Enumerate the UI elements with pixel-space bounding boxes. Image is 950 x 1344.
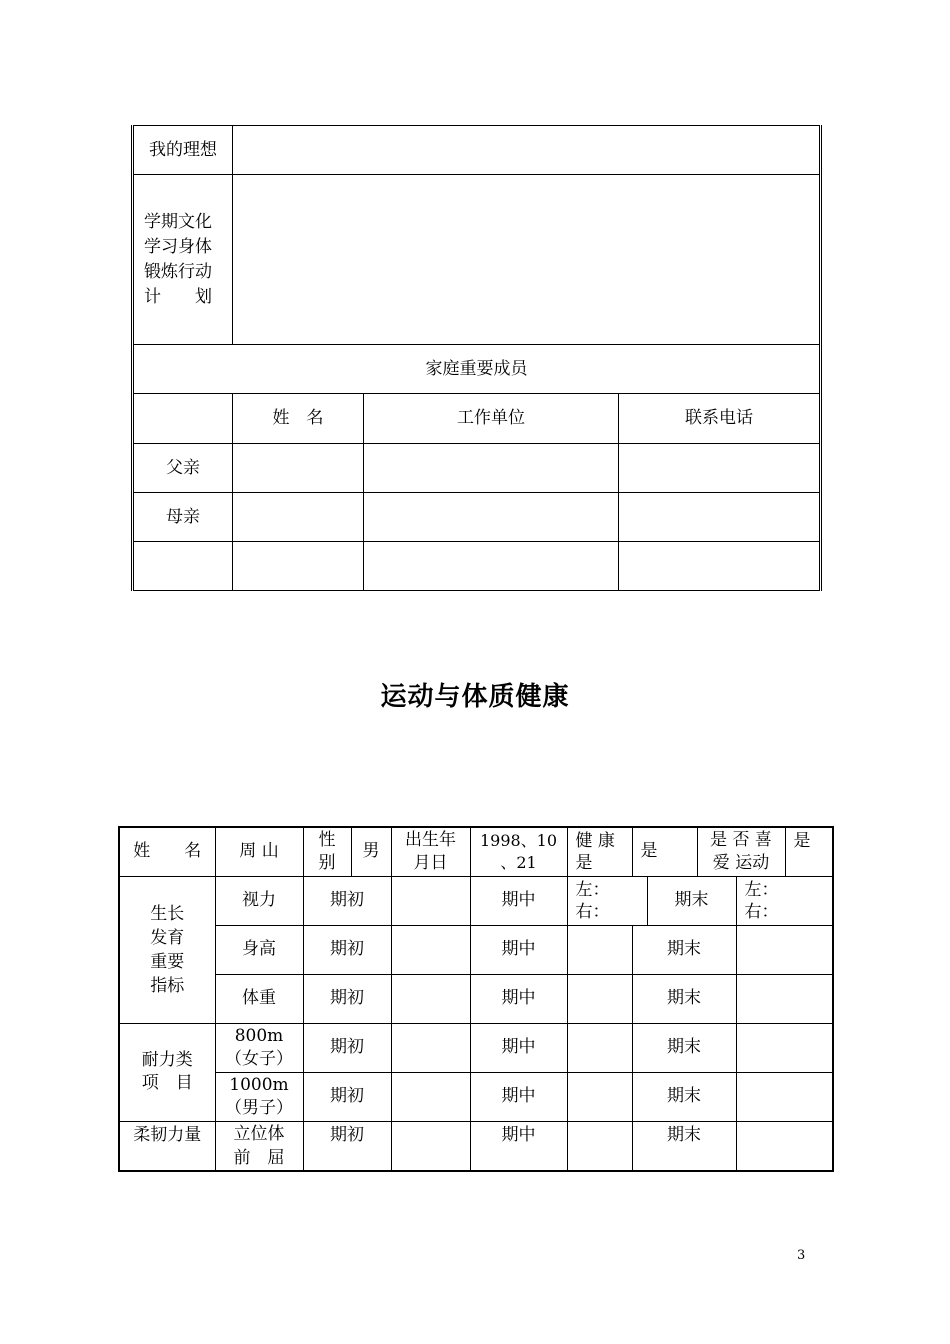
growth-label-line4: 指标 — [150, 975, 185, 996]
run800-early-value[interactable] — [391, 1023, 470, 1072]
run800-mid-label: 期中 — [470, 1023, 567, 1072]
name-value: 周 山 — [215, 827, 303, 876]
standing-end-label: 期末 — [632, 1121, 736, 1171]
family-header: 家庭重要成员 — [133, 345, 821, 394]
col-name-header: 姓 名 — [233, 394, 364, 444]
weight-mid-label: 期中 — [470, 974, 567, 1023]
standing-label-line2: 前 屈 — [233, 1147, 285, 1168]
sport-value: 是 — [785, 827, 833, 876]
sport-label — [697, 827, 785, 876]
mother-name-field[interactable] — [233, 493, 364, 542]
growth-label — [119, 876, 215, 1023]
vision-mid-value[interactable] — [567, 876, 647, 925]
height-end-label: 期末 — [632, 925, 736, 974]
height-mid-value[interactable] — [567, 925, 632, 974]
plan-label-line3: 锻炼行动 — [144, 261, 212, 282]
run1000-end-value[interactable] — [736, 1072, 833, 1121]
run800-end-value[interactable] — [736, 1023, 833, 1072]
weight-end-value[interactable] — [736, 974, 833, 1023]
birth-value-line2: 、21 — [500, 852, 537, 872]
weight-early-label: 期初 — [303, 974, 391, 1023]
gender-label — [303, 827, 351, 876]
run1000-mid-value[interactable] — [567, 1072, 632, 1121]
vision-mid-right: 右： — [575, 901, 610, 922]
gender-label-line1: 性 — [318, 829, 336, 850]
family-info-table — [131, 125, 822, 591]
ideal-label: 我的理想 — [133, 126, 233, 175]
section-title: 运动与体质健康 — [380, 682, 570, 712]
standing-early-label: 期初 — [303, 1121, 391, 1171]
plan-label-line1: 学期文化 — [144, 211, 212, 232]
gender-label-line2: 别 — [318, 852, 336, 873]
plan-label-line4: 计 划 — [144, 286, 212, 307]
row-father-label: 父亲 — [133, 444, 233, 493]
run800-label-line2: （女子） — [225, 1048, 293, 1069]
mother-work-field[interactable] — [364, 493, 619, 542]
weight-mid-value[interactable] — [567, 974, 632, 1023]
growth-label-line3: 重要 — [150, 951, 185, 972]
vision-end-value[interactable] — [736, 876, 833, 925]
vision-mid-label: 期中 — [470, 876, 567, 925]
plan-label-line2: 学习身体 — [144, 236, 212, 257]
birth-label-line1: 出生年 — [405, 829, 456, 850]
vision-early-label: 期初 — [303, 876, 391, 925]
col-phone-header: 联系电话 — [619, 394, 821, 444]
standing-mid-label: 期中 — [470, 1121, 567, 1171]
standing-label — [215, 1121, 303, 1171]
health-label — [567, 827, 632, 876]
run1000-early-value[interactable] — [391, 1072, 470, 1121]
father-name-field[interactable] — [233, 444, 364, 493]
vision-end-label: 期末 — [647, 876, 736, 925]
birth-label-line2: 月日 — [413, 852, 448, 873]
standing-early-value[interactable] — [391, 1121, 470, 1171]
page-number: 3 — [797, 1248, 806, 1263]
endurance-label-line2: 项 目 — [141, 1073, 193, 1093]
height-label: 身高 — [215, 925, 303, 974]
weight-label: 体重 — [215, 974, 303, 1023]
vision-label: 视力 — [215, 876, 303, 925]
vision-early-value[interactable] — [391, 876, 470, 925]
vision-mid-left: 左： — [575, 879, 610, 900]
gender-value: 男 — [351, 827, 391, 876]
flex-label: 柔韧力量 — [119, 1121, 215, 1171]
standing-label-line1: 立位体 — [233, 1123, 285, 1144]
row-mother-label: 母亲 — [133, 493, 233, 542]
birth-value — [470, 827, 567, 876]
run1000-label — [215, 1072, 303, 1121]
col-work-header: 工作单位 — [364, 394, 619, 444]
run1000-end-label: 期末 — [632, 1072, 736, 1121]
run800-label-line1: 800m — [234, 1025, 284, 1046]
plan-label — [133, 175, 233, 345]
run1000-label-line2: （男子） — [225, 1097, 293, 1118]
run800-end-label: 期末 — [632, 1023, 736, 1072]
run1000-mid-label: 期中 — [470, 1072, 567, 1121]
growth-label-line2: 发育 — [150, 927, 185, 948]
mother-phone-field[interactable] — [619, 493, 821, 542]
endurance-label-line1: 耐力类 — [141, 1050, 193, 1071]
sport-label-line2: 爱 运动 — [712, 852, 770, 873]
run800-label — [215, 1023, 303, 1072]
extra-name-field[interactable] — [233, 542, 364, 591]
father-work-field[interactable] — [364, 444, 619, 493]
fitness-table — [118, 826, 834, 1172]
weight-early-value[interactable] — [391, 974, 470, 1023]
height-early-value[interactable] — [391, 925, 470, 974]
family-corner-cell — [133, 394, 233, 444]
health-label-line1: 健 康 — [575, 831, 615, 851]
run800-mid-value[interactable] — [567, 1023, 632, 1072]
vision-end-left: 左： — [744, 879, 779, 900]
extra-work-field[interactable] — [364, 542, 619, 591]
father-phone-field[interactable] — [619, 444, 821, 493]
extra-phone-field[interactable] — [619, 542, 821, 591]
endurance-label — [119, 1023, 215, 1121]
sport-label-line1: 是 否 喜 — [710, 829, 772, 850]
standing-end-value[interactable] — [736, 1121, 833, 1171]
weight-end-label: 期末 — [632, 974, 736, 1023]
standing-mid-value[interactable] — [567, 1121, 632, 1171]
name-label: 姓 名 — [119, 827, 215, 876]
height-early-label: 期初 — [303, 925, 391, 974]
extra-member-label[interactable] — [133, 542, 233, 591]
height-mid-label: 期中 — [470, 925, 567, 974]
birth-label — [391, 827, 470, 876]
ideal-field[interactable] — [233, 126, 821, 175]
health-label-line2: 是 — [575, 853, 593, 873]
run1000-label-line1: 1000m — [229, 1074, 289, 1095]
run1000-early-label: 期初 — [303, 1072, 391, 1121]
plan-field[interactable] — [233, 175, 821, 345]
run800-early-label: 期初 — [303, 1023, 391, 1072]
vision-end-right: 右： — [744, 901, 779, 922]
growth-label-line1: 生长 — [150, 903, 185, 924]
birth-value-line1: 1998、10 — [479, 831, 558, 851]
health-value: 是 — [632, 827, 697, 876]
height-end-value[interactable] — [736, 925, 833, 974]
